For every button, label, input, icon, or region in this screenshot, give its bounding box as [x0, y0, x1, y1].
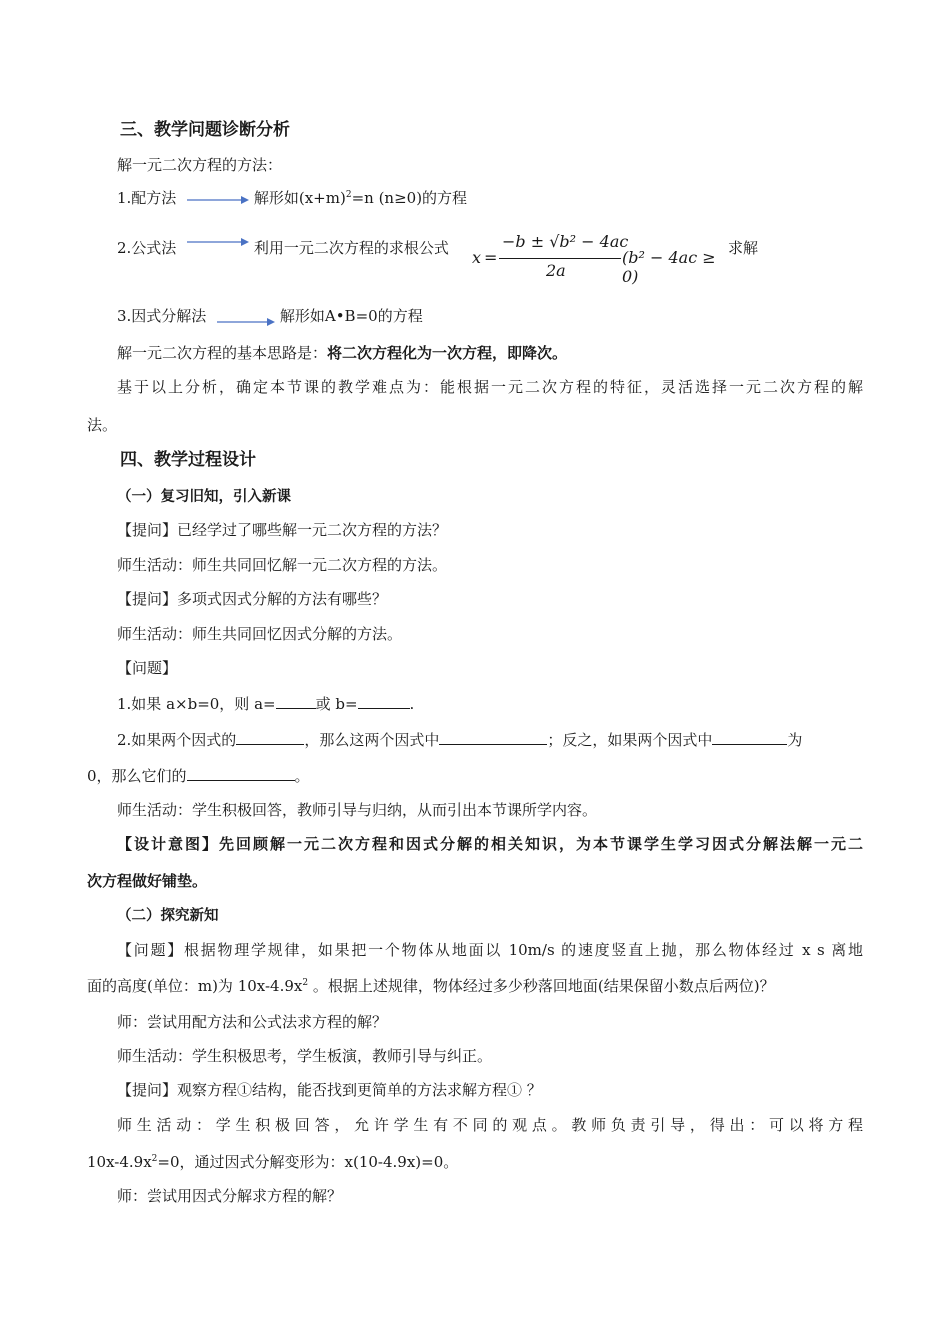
- analysis-line-2: 法。: [87, 416, 118, 434]
- part1-activity-2: 师生活动：师生共同回忆因式分解的方法。: [117, 625, 403, 643]
- part1-title: （一）复习旧知，引入新课: [117, 489, 291, 505]
- basic-idea: 解一元二次方程的基本思路是：将二次方程化为一次方程，即降次。: [117, 344, 568, 362]
- problem-2-line-1: 2.如果两个因式的 ，那么这两个因式中 ；反之，如果两个因式中 为: [117, 731, 803, 749]
- arrow-right-icon: [187, 193, 249, 205]
- method2-suffix: 求解: [728, 239, 759, 257]
- part2-title: （二）探究新知: [117, 908, 219, 924]
- part1-activity-1: 师生活动：师生共同回忆解一元二次方程的方法。: [117, 556, 448, 574]
- part2-activity-2-line-2: $10x-4.9x^2=0$，通过因式分解变形为：x(10-4.9x)=0。: [87, 1153, 459, 1171]
- problem-1: 1.如果 a×b=0，则 a= 或 b= .: [117, 695, 415, 713]
- method2-desc: 利用一元二次方程的求根公式: [253, 239, 449, 257]
- formula-numerator: −b ± √b² − 4ac: [502, 232, 629, 251]
- method3-line: [117, 306, 423, 327]
- formula-condition: (b² − 4ac ≥ 0): [622, 248, 716, 286]
- part2-problem-line-2: 面的高度(单位：m)为 $10x-4.9x^2$ 。根据上述规律，物体经过多少秒落回地面(结果保留小数点后两位)？: [87, 977, 775, 995]
- part2-teacher-2: 师：尝试用因式分解求方程的解？: [117, 1187, 343, 1205]
- section3-heading: 三、教学问题诊断分析: [120, 120, 290, 140]
- method3-name: 3.因式分解法: [117, 307, 207, 325]
- part2-activity-2-line-1: 师生活动：学生积极回答，允许学生有不同的观点。教师负责引导，得出：可以将方程: [117, 1116, 863, 1134]
- method3-desc: 解形如A•B=0的方程: [279, 307, 423, 325]
- part1-activity-3: 师生活动：学生积极回答，教师引导与归纳，从而引出本节课所学内容。: [117, 801, 598, 819]
- part2-activity-1: 师生活动：学生积极思考，学生板演，教师引导与纠正。: [117, 1047, 493, 1065]
- formula-equals: =: [484, 248, 498, 267]
- arrow-right-icon: [217, 315, 275, 327]
- part2-problem-line-1: 【问题】根据物理学规律，如果把一个物体从地面以 10m/s 的速度竖直上抛，那么物体经过 x s 离地: [117, 941, 863, 959]
- section4-heading: 四、教学过程设计: [120, 450, 256, 470]
- formula-denominator: 2a: [546, 261, 566, 280]
- fraction-bar: [499, 258, 621, 259]
- design-intent-line-2: 次方程做好铺垫。: [87, 872, 208, 890]
- method2-name: 2.公式法: [117, 239, 177, 257]
- arrow-right-icon: [187, 236, 249, 248]
- method2-line: [117, 238, 449, 258]
- problem-label: 【问题】: [117, 659, 178, 677]
- method1-name: 1.配方法: [117, 189, 177, 207]
- method1-line: [117, 188, 467, 208]
- part2-question-1: 【提问】观察方程①结构，能否找到更简单的方法求解方程① ？: [117, 1081, 542, 1099]
- part1-question-1: 【提问】已经学过了哪些解一元二次方程的方法？: [117, 521, 448, 539]
- problem-2-line-2: 0，那么它们的 。: [87, 767, 310, 785]
- formula-x: x: [472, 248, 482, 267]
- design-intent-line-1: 【设计意图】先回顾解一元二次方程和因式分解的相关知识，为本节课学生学习因式分解法解一元二: [117, 835, 863, 853]
- part2-teacher-1: 师：尝试用配方法和公式法求方程的解？: [117, 1013, 388, 1031]
- quadratic-formula: [472, 228, 728, 286]
- method1-desc: 解形如$(x+m)^2=n$ (n≥0)的方程: [253, 189, 468, 207]
- part1-question-2: 【提问】多项式因式分解的方法有哪些？: [117, 590, 388, 608]
- analysis-line-1: 基于以上分析，确定本节课的教学难点为：能根据一元二次方程的特征，灵活选择一元二次方程的解: [117, 378, 863, 396]
- methods-intro: 解一元二次方程的方法：: [117, 156, 283, 174]
